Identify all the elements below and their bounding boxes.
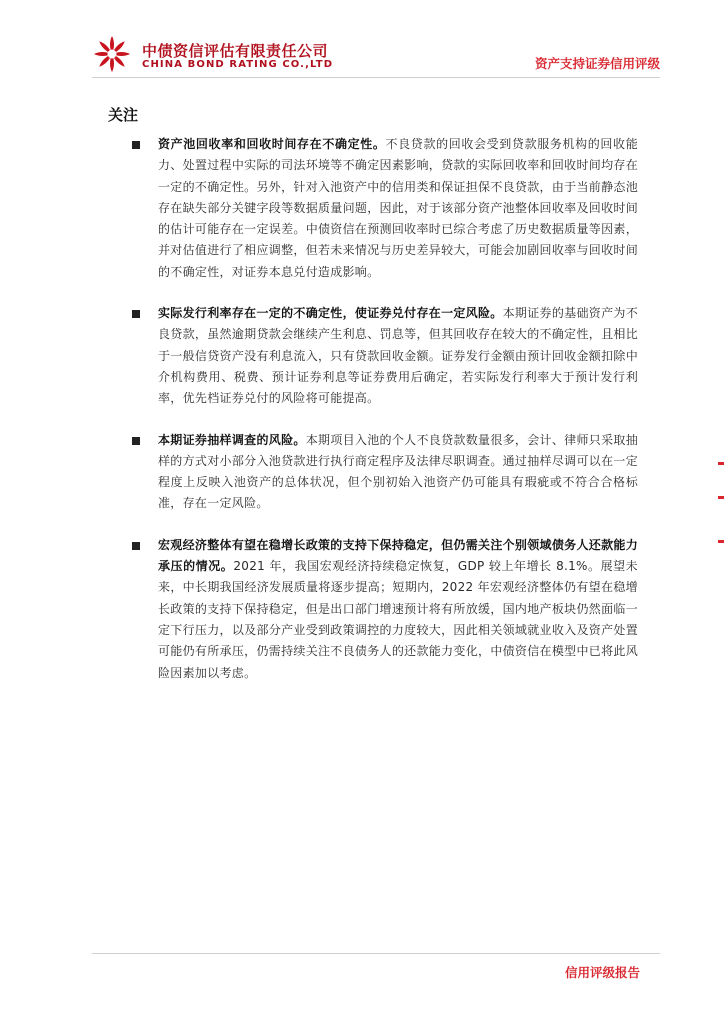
item-heading: 本期证券抽样调查的风险。: [158, 432, 306, 447]
list-item-text: [158, 303, 638, 409]
footer-label: 信用评级报告: [564, 965, 640, 980]
report-type: 资产支持证券信用评级: [534, 56, 660, 71]
company-name-en: CHINA BOND RATING CO.,LTD: [142, 59, 334, 70]
list-item: [108, 535, 638, 684]
edge-mark: [718, 540, 724, 543]
item-body: 本期项目入池的个人不良贷款数量很多，会计、律师只采取抽样的方式对小部分入池贷款进行执行商定程序及法律尽职调查。通过抽样尽调可以在一定程度上反映入池资产的总体状况，但个别初始入池资产仍可能具有瑕疵或不符合合格标准，存在一定风险。: [158, 432, 638, 511]
square-bullet-icon: [132, 542, 140, 550]
square-bullet-icon: [132, 141, 140, 149]
list-item-text: [158, 430, 638, 515]
list-item: [108, 430, 638, 515]
item-heading: 实际发行利率存在一定的不确定性，使证券兑付存在一定风险。: [158, 306, 503, 321]
edge-mark: [718, 496, 724, 499]
company-logo-icon: [92, 34, 132, 74]
concerns-list: [108, 134, 638, 704]
item-body: 2021 年，我国宏观经济持续稳定恢复，GDP 较上年增长 8.1%。展望未来，中长期我国经济发展质量将逐步提高；短期内，2022 年宏观经济整体仍有望在稳增长政策的支持下保持稳定，但是出口部门增速预计将有所放缓，国内地产板块仍然面临一定下行压力，以及部分产业受到政策调控的力度较大，因此相关领域就业收入及资产处置可能仍有所承压，仍需持续关注不良债务人的还款能力变化，中债资信在模型中已将此风险因素加以考虑。: [158, 559, 638, 680]
edge-mark: [718, 462, 724, 465]
company-name-cn: 中债资信评估有限责任公司: [142, 42, 329, 60]
item-body: 本期证券的基础资产为不良贷款，虽然逾期贷款会继续产生利息、罚息等，但其回收存在较大的不确定性，且相比于一般信贷资产没有利息流入，只有贷款回收金额。证券发行金额由预计回收金额扣除中介机构费用、税费、预计证券利息等证券费用后确定，若实际发行利率大于预计发行利率，优先档证券兑付的风险将可能提高。: [158, 306, 638, 406]
list-item: [108, 303, 638, 409]
footer-divider: [92, 953, 660, 954]
square-bullet-icon: [132, 437, 140, 445]
header-divider: [92, 77, 660, 78]
list-item-text: [158, 134, 638, 283]
item-heading: 资产池回收率和回收时间存在不确定性。: [158, 137, 386, 151]
square-bullet-icon: [132, 310, 140, 318]
section-title: 关注: [108, 106, 139, 124]
item-body: 不良贷款的回收会受到贷款服务机构的回收能力、处置过程中实际的司法环境等不确定因素影响，贷款的实际回收率和回收时间均存在一定的不确定性。另外，针对入池资产中的信用类和保证担保不良贷款，由于当前静态池存在缺失部分关键字段等数据质量问题，因此，对于该部分资产池整体回收率及回收时间的估计可能存在一定误差。中债资信在预测回收率时已综合考虑了历史数据质量等因素，并对估值进行了相应调整，但若未来情况与历史差异较大，可能会加剧回收率与回收时间的不确定性，对证券本息兑付造成影响。: [158, 137, 638, 279]
item-heading: 宏观经济整体有望在稳增长政策的支持下保持稳定，但仍需关注个别领域债务人还款能力承压的情况。: [158, 537, 638, 574]
page-header: [0, 0, 724, 90]
list-item: [108, 134, 638, 283]
list-item-text: [158, 535, 638, 684]
